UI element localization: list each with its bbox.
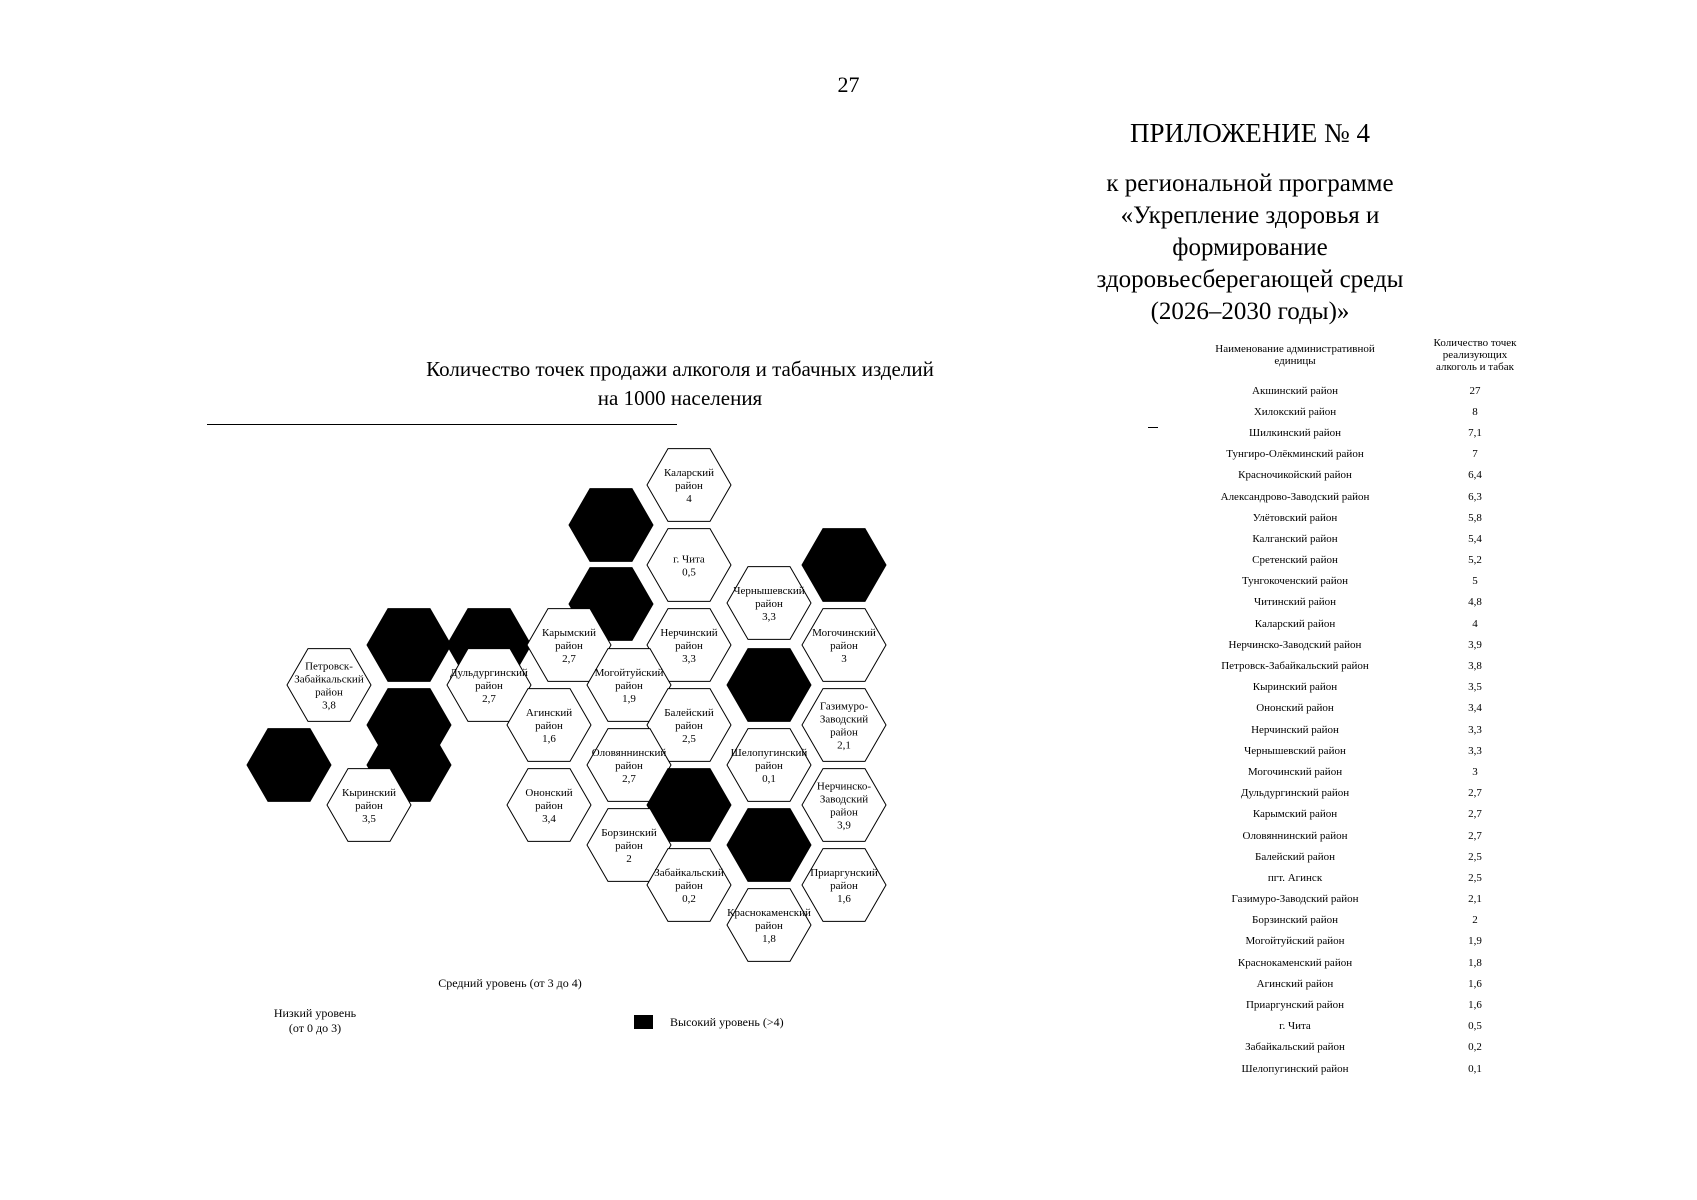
- hex-cell-high: [569, 489, 653, 562]
- hex-label: район: [675, 880, 703, 892]
- table-cell-value: 5,2: [1468, 554, 1482, 567]
- hex-label: 2: [626, 853, 632, 865]
- table-cell-name: Каларский район: [1254, 617, 1336, 630]
- table-row: [1170, 889, 1550, 910]
- table-cell-name: Нерчинско-Заводский район: [1228, 638, 1362, 651]
- hex-label: район: [355, 800, 383, 812]
- hex-label: 1,6: [837, 893, 851, 905]
- table-cell-value: 0,1: [1468, 1062, 1482, 1075]
- hex-label: Краснокаменский: [727, 907, 811, 919]
- hex-label: район: [675, 640, 703, 652]
- table-row: [1170, 994, 1550, 1015]
- legend-low: [250, 1006, 380, 1036]
- table-cell-value: 3,8: [1468, 660, 1482, 673]
- header-value-line-3: алкоголь и табак: [1436, 361, 1514, 373]
- table-cell-value: 6,3: [1468, 490, 1482, 503]
- hex-label: 3: [841, 653, 847, 665]
- table-cell-value: 27: [1469, 384, 1481, 397]
- table-row: [1170, 655, 1550, 676]
- hex-label: район: [475, 680, 503, 692]
- table-row: [1170, 867, 1550, 888]
- table-cell-value: 3,5: [1468, 681, 1482, 694]
- table-row: [1170, 973, 1550, 994]
- table-row: [1170, 825, 1550, 846]
- table-cell-value: 1,6: [1468, 977, 1482, 990]
- hex-label: район: [615, 840, 643, 852]
- hex-label: Петровск-: [305, 660, 353, 673]
- table-row: [1170, 528, 1550, 549]
- table-row: [1170, 634, 1550, 655]
- hex-label: район: [675, 720, 703, 732]
- hex-label: район: [755, 920, 783, 932]
- page-number: 27: [837, 72, 860, 97]
- table-cell-value: 3: [1472, 765, 1478, 778]
- hex-label: 1,6: [542, 733, 556, 745]
- hex-cell-high: [367, 609, 451, 682]
- district-table: [1170, 330, 1550, 1079]
- table-cell-name: Балейский район: [1255, 850, 1335, 863]
- table-cell-name: Акшинский район: [1252, 384, 1338, 397]
- table-cell-value: 5: [1472, 575, 1478, 588]
- table-row: [1170, 465, 1550, 486]
- table-cell-name: Красночикойский район: [1238, 469, 1352, 482]
- table-row: [1170, 677, 1550, 698]
- table-cell-value: 8: [1472, 405, 1478, 418]
- legend-high-swatch: [634, 1015, 653, 1029]
- hex-label: Забайкальский: [294, 673, 364, 686]
- table-cell-name: Александрово-Заводский район: [1220, 490, 1370, 503]
- table-row: [1170, 804, 1550, 825]
- table-header-name: [1170, 343, 1420, 367]
- table-cell-name: Тунгокоченский район: [1241, 575, 1348, 588]
- hex-label: Ононский: [525, 787, 573, 799]
- chart-title-line-1: Количество точек продажи алкоголя и табачных изделий: [426, 357, 934, 381]
- table-cell-value: 3,9: [1468, 638, 1482, 651]
- hex-label: Кыринский: [341, 787, 397, 799]
- table-body: [1170, 380, 1550, 1079]
- hex-label: район: [675, 480, 703, 492]
- hex-label: 3,5: [362, 813, 376, 825]
- hex-label: Заводский: [819, 713, 869, 726]
- table-cell-value: 2: [1472, 914, 1478, 927]
- hex-label: 1,9: [622, 693, 636, 705]
- appendix-line-1: к региональной программе: [1106, 170, 1394, 197]
- hex-label: Могойтуйский: [594, 667, 664, 679]
- hex-label: район: [615, 760, 643, 772]
- table-row: [1170, 740, 1550, 761]
- hex-label: район: [830, 640, 858, 652]
- table-row: [1170, 846, 1550, 867]
- hex-label: 0,1: [762, 773, 776, 785]
- hex-label: 2,5: [682, 733, 696, 745]
- table-cell-name: Агинский район: [1256, 977, 1334, 990]
- table-cell-value: 4,8: [1468, 596, 1482, 609]
- hex-label: район: [315, 686, 343, 699]
- table-cell-value: 0,2: [1468, 1041, 1482, 1054]
- table-cell-name: Нерчинский район: [1251, 723, 1339, 736]
- table-cell-value: 2,7: [1468, 808, 1482, 821]
- legend-high: Высокий уровень (>4): [670, 1015, 784, 1029]
- hex-label: район: [830, 880, 858, 892]
- table-cell-name: Карымский район: [1252, 808, 1338, 821]
- table-cell-name: Забайкальский район: [1245, 1041, 1345, 1054]
- hex-label: 2,7: [482, 693, 496, 705]
- chart-title-line-2: на 1000 населения: [597, 386, 763, 410]
- table-row: [1170, 422, 1550, 443]
- table-header-value: [1420, 337, 1530, 373]
- table-cell-name: Дульдургинский район: [1240, 787, 1350, 800]
- hex-label: Карымский: [542, 627, 596, 639]
- hex-label: Оловяннинский: [591, 747, 667, 759]
- hex-label: 3,9: [837, 819, 851, 832]
- table-cell-name: Газимуро-Заводский район: [1231, 893, 1359, 906]
- hex-label: Чернышевский: [733, 585, 805, 597]
- hex-label: Балейский: [664, 707, 714, 719]
- hex-label: район: [830, 726, 858, 739]
- table-cell-name: Петровск-Забайкальский район: [1221, 660, 1369, 673]
- table-cell-value: 5,4: [1468, 532, 1482, 545]
- hex-label: 3,3: [762, 611, 776, 623]
- table-row: [1170, 507, 1550, 528]
- hex-label: Приаргунский: [810, 867, 878, 879]
- hex-cell-high: [802, 529, 886, 602]
- hex-label: 3,4: [542, 813, 556, 825]
- hex-cell-high: [727, 649, 811, 722]
- table-cell-name: Краснокаменский район: [1237, 956, 1353, 969]
- hex-cell-high: [247, 729, 331, 802]
- table-cell-value: 0,5: [1468, 1020, 1482, 1033]
- table-row: [1170, 401, 1550, 422]
- table-cell-name: Кыринский район: [1252, 681, 1338, 694]
- table-row: [1170, 698, 1550, 719]
- hex-label: 3,8: [322, 699, 336, 712]
- table-cell-value: 3,3: [1468, 723, 1482, 736]
- hex-map: [0, 0, 900, 1000]
- table-row: [1170, 952, 1550, 973]
- hex-label: 3,3: [682, 653, 696, 665]
- table-cell-name: Сретенский район: [1252, 554, 1338, 567]
- appendix-line-2: «Укрепление здоровья и формирование: [1120, 202, 1380, 261]
- hex-label: район: [555, 640, 583, 652]
- header-name-line-1: Наименование административной: [1215, 343, 1375, 355]
- table-row: [1170, 931, 1550, 952]
- table-row: [1170, 444, 1550, 465]
- table-cell-value: 3,3: [1468, 744, 1482, 757]
- table-cell-name: г. Чита: [1279, 1020, 1311, 1033]
- table-row: [1170, 1037, 1550, 1058]
- header-name-line-2: единицы: [1274, 355, 1316, 367]
- hex-cell-high: [727, 809, 811, 882]
- table-row: [1170, 380, 1550, 401]
- hex-label: Забайкальский: [654, 867, 724, 879]
- table-cell-value: 7,1: [1468, 426, 1482, 439]
- table-cell-name: Калганский район: [1252, 532, 1338, 545]
- table-cell-name: пгт. Агинск: [1267, 871, 1323, 884]
- hex-label: район: [615, 680, 643, 692]
- table-cell-name: Шелопугинский район: [1241, 1062, 1349, 1075]
- table-cell-name: Улётовский район: [1252, 511, 1338, 524]
- table-cell-name: Хилокский район: [1253, 405, 1337, 418]
- table-row: [1170, 783, 1550, 804]
- appendix-title: ПРИЛОЖЕНИЕ № 4: [1129, 118, 1371, 148]
- table-cell-name: Приаргунский район: [1245, 999, 1345, 1012]
- hex-label: г. Чита: [673, 553, 705, 566]
- table-cell-name: Тунгиро-Олёкминский район: [1226, 448, 1364, 461]
- table-row: [1170, 910, 1550, 931]
- hex-label: Борзинский: [601, 827, 657, 839]
- hex-label: 2,1: [837, 739, 851, 752]
- table-cell-value: 7: [1472, 448, 1478, 461]
- table-row: [1170, 571, 1550, 592]
- header-value-line-2: реализующих: [1442, 349, 1508, 361]
- header-value-line-1: Количество точек: [1433, 337, 1517, 349]
- table-cell-value: 3,4: [1468, 702, 1482, 715]
- hex-label: район: [830, 806, 858, 819]
- table-header: [1170, 330, 1550, 380]
- table-cell-name: Чернышевский район: [1244, 744, 1346, 757]
- table-cell-value: 2,5: [1468, 871, 1482, 884]
- hex-label: Каларский: [663, 467, 715, 479]
- table-cell-value: 2,5: [1468, 850, 1482, 863]
- hex-label: Заводский: [819, 793, 869, 806]
- appendix-line-3: здоровьесберегающей среды: [1096, 266, 1404, 293]
- table-cell-name: Борзинский район: [1252, 914, 1338, 927]
- table-row: [1170, 486, 1550, 507]
- hex-label: 1,8: [762, 933, 776, 945]
- table-cell-name: Читинский район: [1253, 596, 1337, 609]
- table-cell-name: Могойтуйский район: [1245, 935, 1345, 948]
- hex-label: 2,7: [562, 653, 576, 665]
- table-cell-value: 2,7: [1468, 787, 1482, 800]
- hex-label: Газимуро-: [819, 700, 869, 713]
- hex-label: 0,2: [682, 893, 696, 905]
- hex-label: район: [535, 720, 563, 732]
- table-cell-value: 1,9: [1468, 935, 1482, 948]
- hex-label: район: [755, 598, 783, 610]
- hex-label: 2,7: [622, 773, 636, 785]
- legend-mid: Средний уровень (от 3 до 4): [438, 976, 582, 990]
- hex-label: Нерчинско-: [816, 780, 872, 793]
- hex-label: Шелопугинский: [730, 747, 808, 759]
- table-cell-name: Ононский район: [1256, 702, 1334, 715]
- table-row: [1170, 613, 1550, 634]
- appendix-subtitle: [1040, 168, 1460, 328]
- legend-low-line-1: Низкий уровень: [273, 1006, 357, 1020]
- table-cell-value: 5,8: [1468, 511, 1482, 524]
- appendix-line-4: (2026–2030 годы)»: [1150, 298, 1350, 325]
- hex-label: Агинский: [525, 707, 573, 719]
- hex-label: 0,5: [682, 566, 696, 579]
- table-cell-value: 6,4: [1468, 469, 1482, 482]
- hex-label: район: [755, 760, 783, 772]
- hex-label: Дульдургинский: [450, 667, 528, 679]
- legend-low-line-2: (от 0 до 3): [288, 1021, 342, 1035]
- hex-label: Нерчинский: [660, 627, 718, 639]
- table-cell-name: Могочинский район: [1247, 765, 1343, 778]
- table-row: [1170, 550, 1550, 571]
- table-row: [1170, 761, 1550, 782]
- hex-label: 4: [686, 493, 692, 505]
- table-cell-value: 2,1: [1468, 893, 1482, 906]
- table-row: [1170, 592, 1550, 613]
- table-row: [1170, 1058, 1550, 1079]
- table-cell-value: 1,6: [1468, 999, 1482, 1012]
- dash-mark: [1148, 427, 1158, 428]
- hex-label: район: [535, 800, 563, 812]
- table-cell-name: Шилкинский район: [1249, 426, 1341, 439]
- table-cell-value: 2,7: [1468, 829, 1482, 842]
- table-row: [1170, 719, 1550, 740]
- table-row: [1170, 1016, 1550, 1037]
- hex-label: Могочинский: [812, 627, 876, 639]
- table-cell-name: Оловяннинский район: [1242, 829, 1348, 842]
- table-cell-value: 1,8: [1468, 956, 1482, 969]
- table-cell-value: 4: [1472, 617, 1478, 630]
